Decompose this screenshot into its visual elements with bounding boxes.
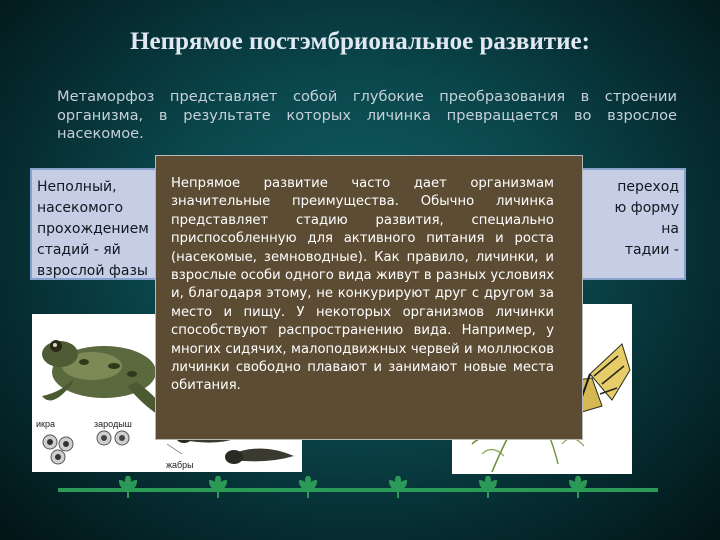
leaf-icon: [120, 476, 136, 498]
frog-drawing: [42, 340, 162, 414]
intro-text: Метаморфоз представляет собой глубокие преобразования в строении организма, в результате которых личинка превращается во взрослое насекомое.: [57, 88, 677, 142]
box-line: ю форму: [614, 200, 679, 216]
leaf-icon: [300, 476, 316, 498]
decorative-border: [58, 476, 658, 500]
overlay-textbox: Непрямое развитие часто дает организмам значительные преимущества. Обычно личинка представляет стадию развития, специально приспособленную для активного питания и роста (насекомые, земноводные). Как правило, личинки, и взрослые особи одного вида живут в разных условиях и, благодаря этому, не конкурируют друг с другом за место и пищу. У некоторых организмов личинки способствуют распространению вида. Например, у многих сидячих, малоподвижных червей и моллюсков личинки свободно плавают и занимают новые места обитания.: [155, 155, 583, 440]
box-line: стадий - яй: [37, 242, 121, 258]
leaf-icon: [390, 476, 406, 498]
eggs-drawing: [43, 431, 129, 464]
frog-label: икра: [36, 419, 55, 429]
box-right-text: [567, 177, 679, 261]
box-line: на: [661, 221, 679, 237]
box-left-text: [37, 177, 162, 282]
frog-label: жабры: [166, 460, 194, 470]
butterfly-drawing: [577, 344, 630, 412]
box-line: прохождением: [37, 221, 149, 237]
box-line: переход: [617, 179, 679, 195]
frog-label: зародыш: [94, 419, 132, 429]
box-line: взрослой фазы: [37, 263, 148, 279]
leaf-icon: [570, 476, 586, 498]
box-line: Неполный,: [37, 179, 117, 195]
box-line: тадии -: [624, 242, 679, 258]
box-line: насекомого: [37, 200, 124, 216]
slide-title: Непрямое постэмбриональное развитие:: [130, 28, 590, 55]
leaf-icon: [210, 476, 226, 498]
leaf-icon: [480, 476, 496, 498]
